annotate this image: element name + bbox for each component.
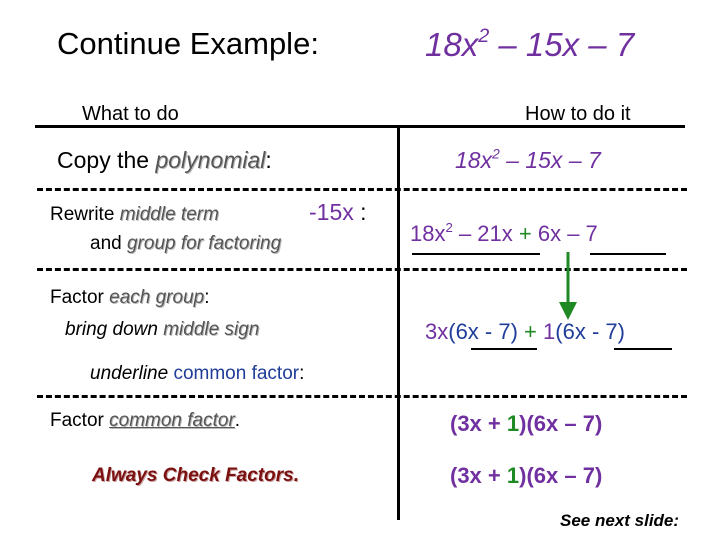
column-header-what: What to do xyxy=(82,103,179,125)
check-factors-label: Always Check Factors. xyxy=(92,465,299,486)
common-factor-underline-1 xyxy=(471,348,537,350)
row-divider-2 xyxy=(37,268,687,271)
rewrite-step-result: $18x^2 - 21x + 6x - 7$ xyxy=(410,219,598,246)
bring-down-arrow-icon xyxy=(557,252,579,322)
slide-title: Continue Example: xyxy=(57,26,319,61)
check-factors-result: (3x + 1)(6x – 7) xyxy=(450,463,603,488)
common-factor-underline-2 xyxy=(614,348,672,350)
factor-common-label: Factor common factor. xyxy=(50,410,241,431)
column-header-how: How to do it xyxy=(525,103,631,125)
column-divider xyxy=(397,125,400,520)
group2-underline xyxy=(590,253,666,255)
rewrite-step-value: -15x : xyxy=(309,199,367,225)
factor-each-label: Factor each group: xyxy=(50,287,210,308)
underline-instruction: underline common factor: xyxy=(90,363,305,384)
rewrite-step-line2: and group for factoring xyxy=(90,233,282,254)
row-divider-1 xyxy=(37,188,687,191)
row-divider-3 xyxy=(37,395,687,398)
factor-each-result: 3x(6x - 7) + 1(6x - 7) xyxy=(425,319,625,344)
factor-each-line2: bring down middle sign xyxy=(65,319,260,340)
group1-underline xyxy=(412,253,540,255)
rewrite-step-label: Rewrite middle term xyxy=(50,204,219,225)
copy-step-result: $18x^2 - 15x - 7$ xyxy=(455,146,601,173)
see-next-slide: See next slide: xyxy=(560,511,680,530)
header-divider xyxy=(35,125,685,128)
copy-step-label: Copy the polynomial: xyxy=(57,147,272,173)
factor-common-result: (3x + 1)(6x – 7) xyxy=(450,411,603,436)
header-polynomial: $18x^2 - 15x - 7$ xyxy=(425,25,635,63)
